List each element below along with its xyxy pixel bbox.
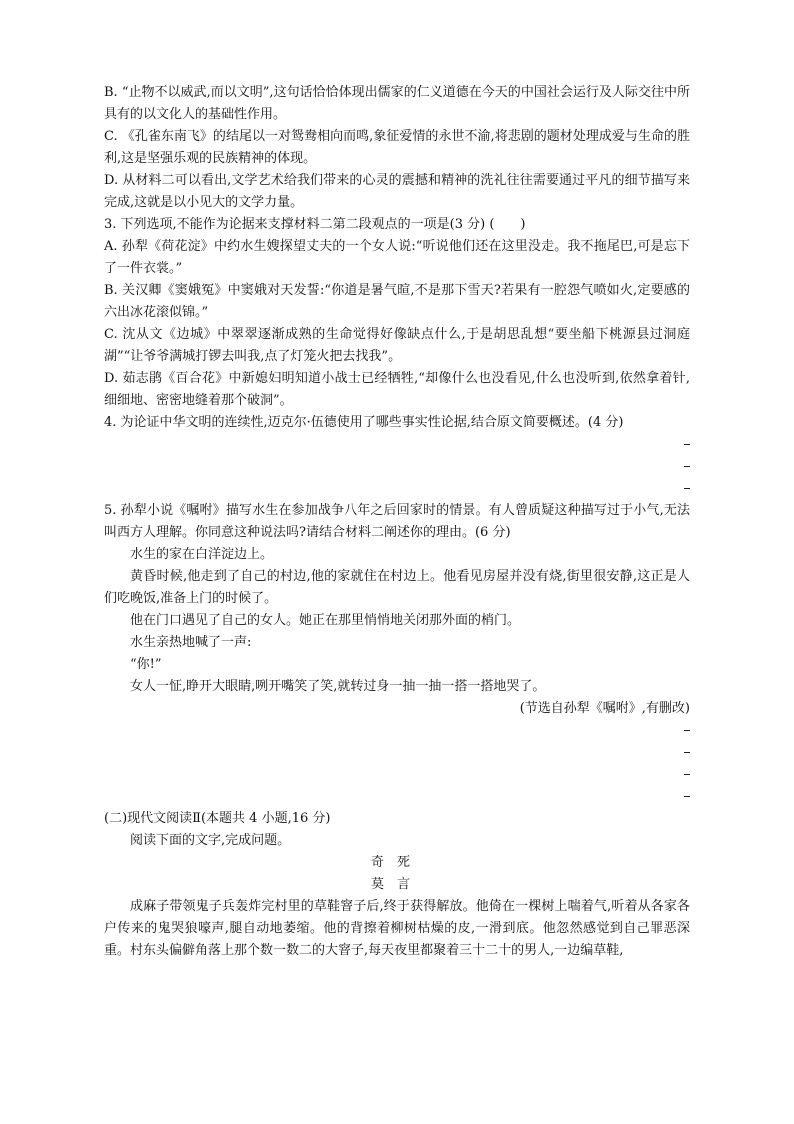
excerpt-paragraph: 女人一怔,睁开大眼睛,咧开嘴笑了笑,就转过身一抽一抽一搭一搭地哭了。 [130, 679, 546, 694]
answer-line[interactable] [104, 434, 690, 456]
article-author: 莫言 [370, 877, 423, 892]
q3-option-b: B. 关汉卿《窦娥冤》中窦娥对天发誓:“你道是暑气暄,不是那下雪天?若果有一腔怨气喷如火,定要感的六出冰花滚似锦。” [104, 283, 690, 320]
excerpt-paragraph: 水生的家在白洋淀边上。 [130, 547, 274, 562]
q3-option-d: D. 茹志鹃《百合花》中新媳妇明知道小战士已经牺牲,“却像什么也没看见,什么也没听到,依然拿着针,细细地、密密地缝着那个破洞”。 [104, 371, 690, 408]
section-heading: (二)现代文阅读Ⅱ(本题共 4 小题,16 分) [104, 811, 331, 826]
excerpt-paragraph: 他在门口遇见了自己的女人。她正在那里悄悄地关闭那外面的梢门。 [130, 613, 521, 628]
q3-stem: 3. 下列选项,不能作为论据来支撑材料二第二段观点的一项是(3 分) ( ) [104, 217, 526, 232]
answer-line[interactable] [104, 720, 690, 742]
answer-line[interactable] [104, 786, 690, 808]
q2-option-b: B. “止物不以威武,而以文明”,这句话恰恰体现出儒家的仁义道德在今天的中国社会运行及人际交往中所具有的以文化人的基础性作用。 [104, 85, 690, 122]
excerpt-source: (节选自孙犁《嘱咐》,有删改) [519, 701, 690, 716]
q3-option-c: C. 沈从文《边城》中翠翠逐渐成熟的生命觉得好像缺点什么,于是胡思乱想“要坐船下桃源县过洞庭湖”“让爷爷满城打锣去叫我,点了灯笼火把去找我”。 [104, 327, 690, 364]
exam-page [104, 82, 690, 962]
excerpt-paragraph: 黄昏时候,他走到了自己的村边,他的家就住在村边上。他看见房屋并没有烧,街里很安静,这正是人们吃晚饭,准备上门的时候了。 [104, 569, 690, 606]
answer-line[interactable] [104, 456, 690, 478]
article-title: 奇死 [370, 855, 423, 870]
section-instruction: 阅读下面的文字,完成问题。 [130, 833, 291, 848]
answer-line[interactable] [104, 742, 690, 764]
q2-option-c: C. 《孔雀东南飞》的结尾以一对鸳鸯相向而鸣,象征爱情的永世不渝,将悲剧的题材处理成爱与生命的胜利,这是坚强乐观的民族精神的体现。 [104, 129, 690, 166]
q5-stem: 5. 孙犁小说《嘱咐》描写水生在参加战争八年之后回家时的情景。有人曾质疑这种描写过于小气,无法叫西方人理解。你同意这种说法吗?请结合材料二阐述你的理由。(6 分) [104, 503, 690, 540]
excerpt-paragraph: “你!” [130, 657, 162, 672]
q4-stem: 4. 为论证中华文明的连续性,迈克尔·伍德使用了哪些事实性论据,结合原文简要概述。(4 分) [104, 415, 624, 430]
q3-option-a: A. 孙犁《荷花淀》中约水生嫂探望丈夫的一个女人说:“听说他们还在这里没走。我不拖尾巴,可是忘下了一件衣裳。” [104, 239, 690, 276]
article-body: 成麻子带领鬼子兵轰炸完村里的草鞋窨子后,终于获得解放。他倚在一棵树上喘着气,听着从各家各户传来的鬼哭狼嚎声,腿自动地萎缩。他的背擦着柳树枯燥的皮,一滑到底。他忽然感觉到自己罪恶深重。村东头偏僻角落上那个数一数二的大窨子,每天夜里都聚着三十二十的男人,一边编草鞋, [104, 899, 690, 958]
answer-line[interactable] [104, 478, 690, 500]
answer-line[interactable] [104, 764, 690, 786]
excerpt-paragraph: 水生亲热地喊了一声: [130, 635, 252, 650]
q2-option-d: D. 从材料二可以看出,文学艺术给我们带来的心灵的震撼和精神的洗礼往往需要通过平凡的细节描写来完成,这就是以小见大的文学力量。 [104, 173, 690, 210]
